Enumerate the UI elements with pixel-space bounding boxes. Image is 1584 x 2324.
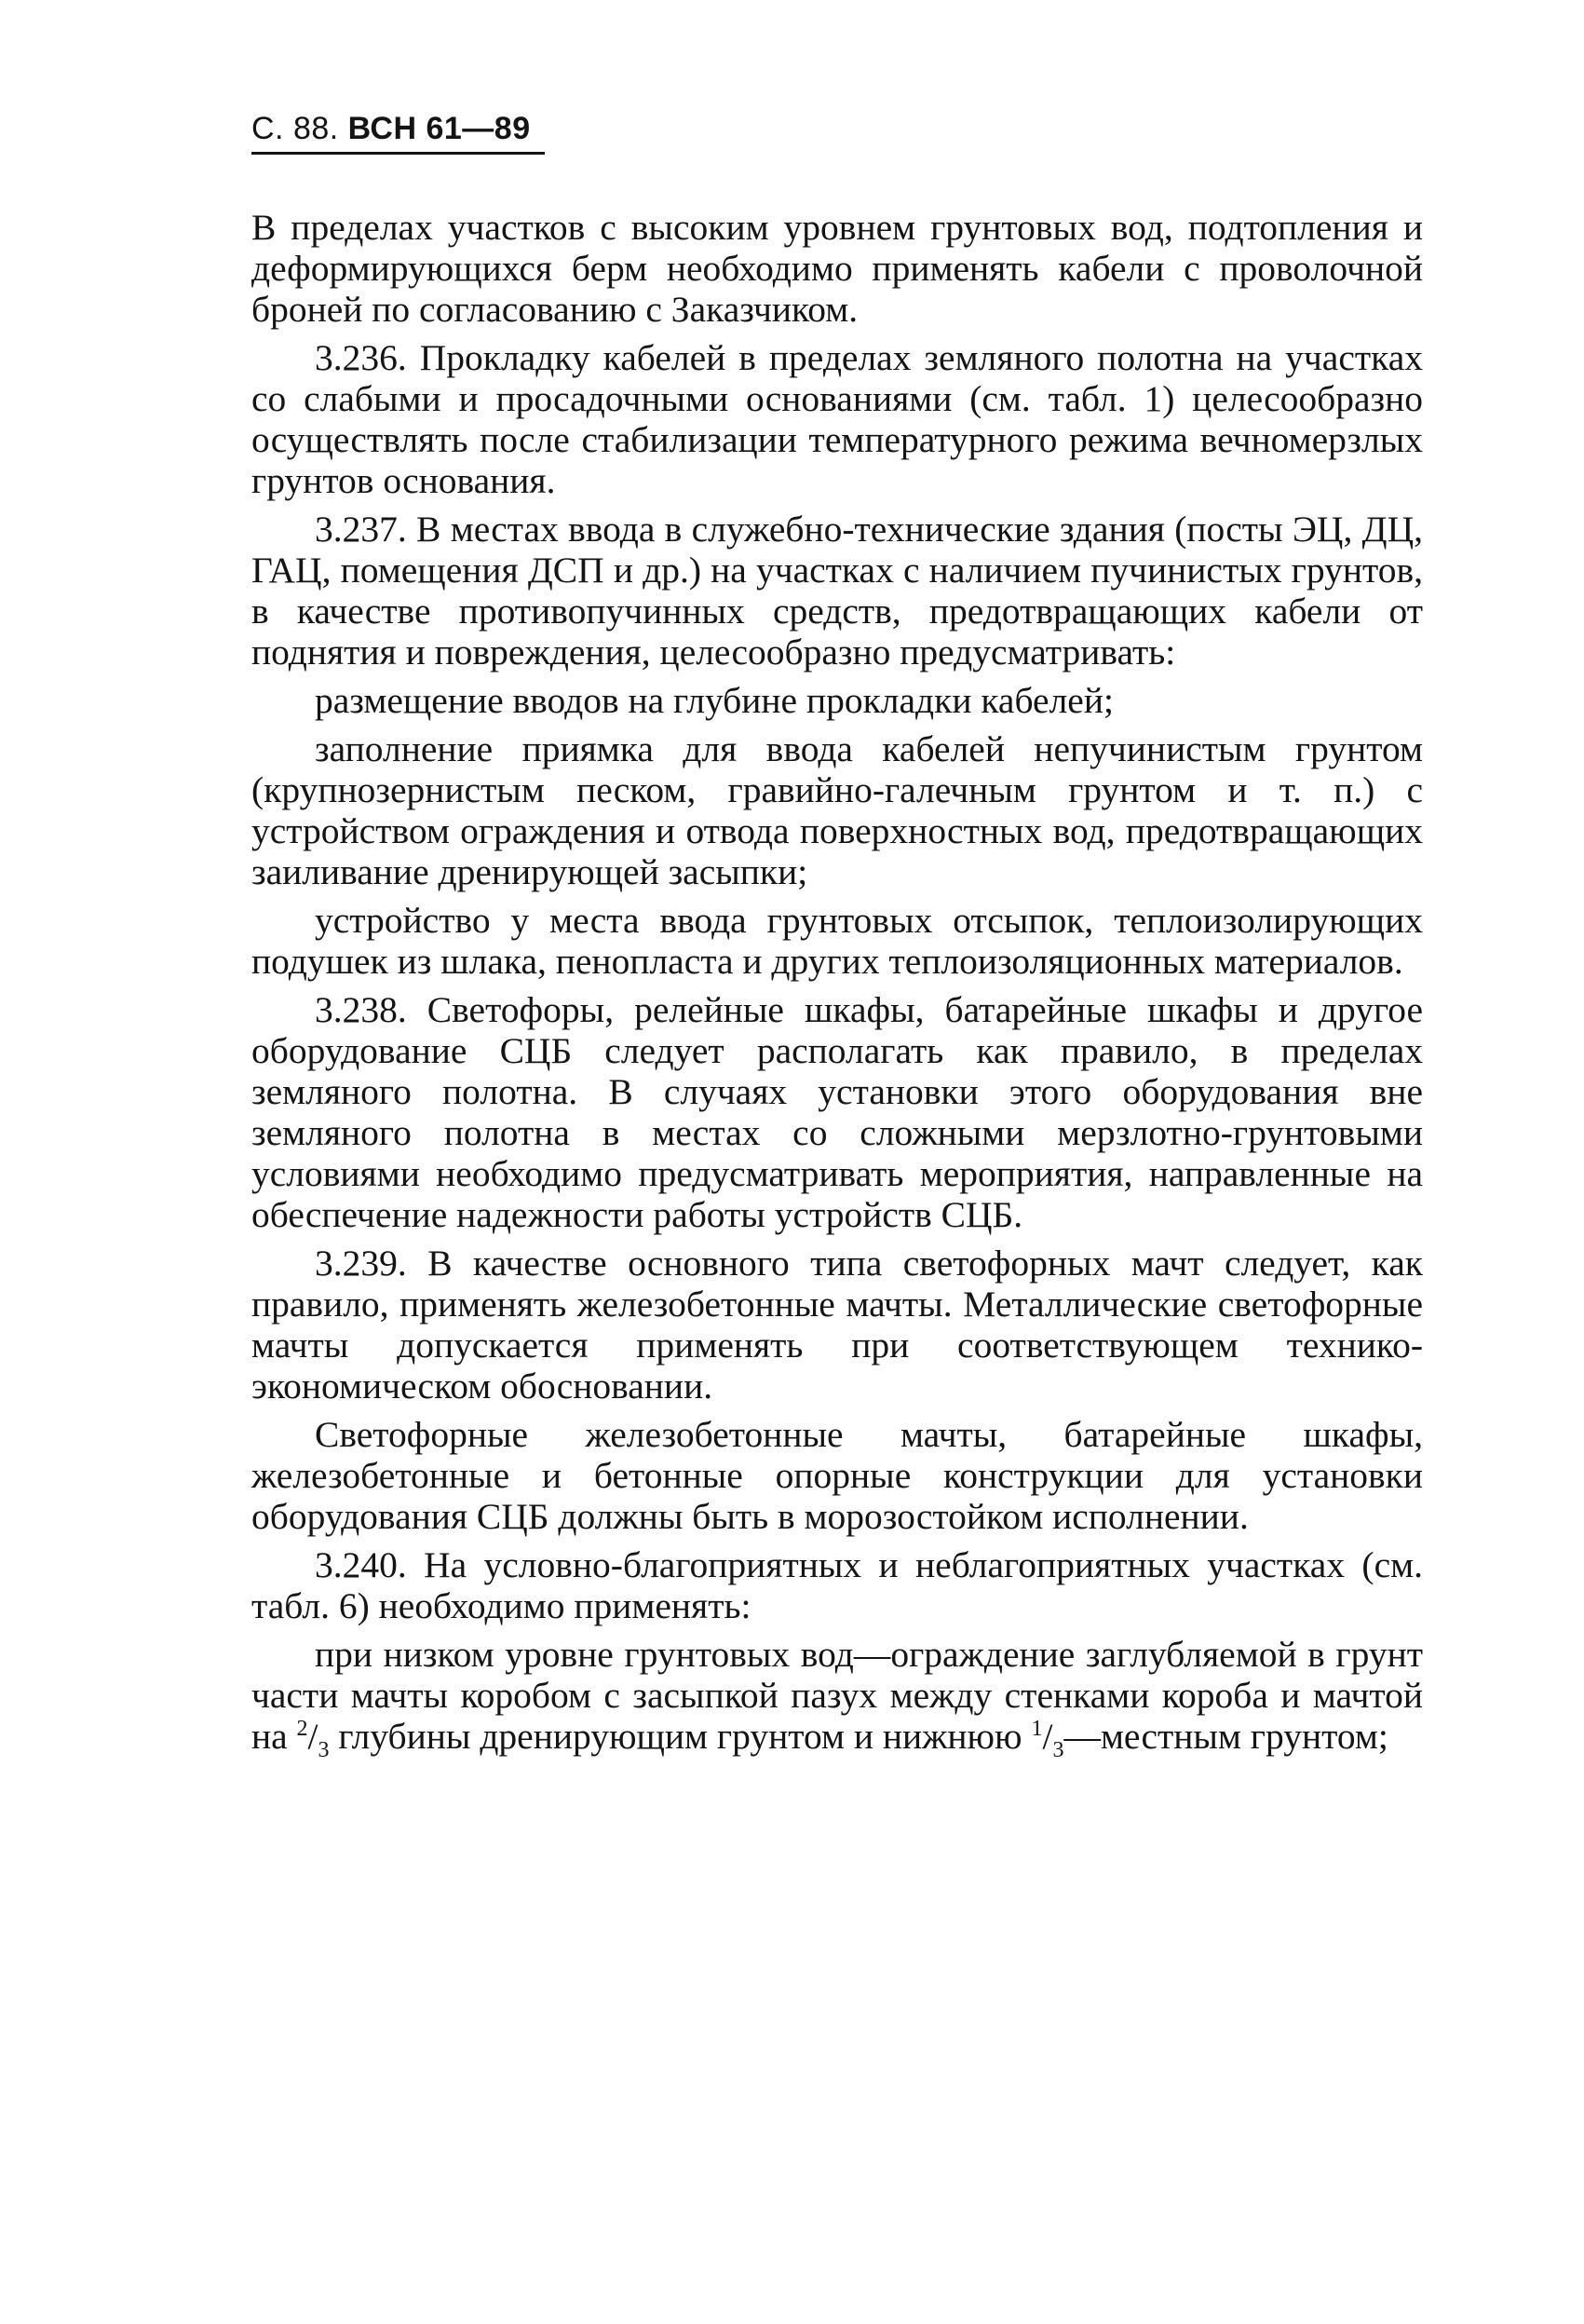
list-item: размещение вводов на глубине прокладки кабелей;: [315, 680, 1114, 721]
document-code: ВСН 61—89: [347, 111, 531, 146]
list-item: при низком уровне грунтовых вод—ограждение заглубляемой в грунт части мачты коробом с засыпкой пазух между стенками короба и мачтой на $^2/_3$ глубины дренирующим грунтом и нижнюю $^1/_3—местным$ грунтом;: [251, 1634, 1423, 1762]
paragraph-3-238: 3.238. Светофоры, релейные шкафы, батарейные шкафы и другое оборудование СЦБ следует располагать как правило, в пределах земляного полотна. В случаях установки этого оборудования вне земляного полотна в местах со сложными мерзлотно-грунтовыми условиями необходимо предусматривать мероприятия, направленные на обеспечение надежности работы устройств СЦБ.: [251, 989, 1423, 1235]
text-run: глубины дренирующим грунтом и нижнюю: [329, 1716, 1032, 1757]
paragraph: В пределах участков с высоким уровнем грунтовых вод, подтопления и деформирующихся берм необходимо применять кабели с проволочной броней по согласованию с Заказчиком.: [251, 207, 1423, 330]
header-underline: [251, 152, 545, 155]
page-header: [251, 110, 531, 147]
fraction-numerator: 2: [296, 1716, 308, 1741]
list-item: заполнение приямка для ввода кабелей непучинистым грунтом (крупнозернистым песком, гравийно-галечным грунтом и т. п.) с устройством ограждения и отвода поверхностных вод, предотвращающих заиливание дренирующей засыпки;: [251, 728, 1423, 892]
body-text: [251, 207, 1423, 1762]
page-number: С. 88.: [251, 111, 339, 146]
list-item: устройство у места ввода грунтовых отсыпок, теплоизолирующих подушек из шлака, пенопласта и других теплоизоляционных материалов.: [251, 900, 1423, 982]
paragraph-3-239: 3.239. В качестве основного типа светофорных мачт следует, как правило, применять железобетонные мачты. Металлические светофорные мачты допускается применять при соответствующем технико-экономическом обосновании.: [251, 1243, 1423, 1407]
paragraph-3-237: 3.237. В местах ввода в служебно-технические здания (посты ЭЦ, ДЦ, ГАЦ, помещения ДСП и др.) на участках с наличием пучинистых грунтов, в качестве противопучинных средств, предотвращающих кабели от поднятия и повреждения, целесообразно предусматривать:: [251, 509, 1423, 673]
fraction-denominator: 3: [1052, 1737, 1064, 1762]
paragraph-3-240: 3.240. На условно-благоприятных и неблагоприятных участках (см. табл. 6) необходимо применять:: [251, 1544, 1423, 1626]
fraction-numerator: 1: [1031, 1716, 1043, 1741]
paragraph: Светофорные железобетонные мачты, батарейные шкафы, железобетонные и бетонные опорные конструкции для установки оборудования СЦБ должны быть в морозостойком исполнении.: [251, 1414, 1423, 1537]
text-run: при низком уровне грунтовых вод—ограждение заглубляемой в грунт части мачты коробом с засыпкой пазух между стенками короба и мачтой на: [251, 1634, 1423, 1757]
fraction-denominator: 3: [318, 1737, 330, 1762]
text-run: —местным грунтом;: [1063, 1716, 1388, 1757]
paragraph-3-236: 3.236. Прокладку кабелей в пределах земляного полотна на участках со слабыми и просадочными основаниями (см. табл. 1) целесообразно осуществлять после стабилизации температурного режима вечномерзлых грунтов основания.: [251, 337, 1423, 501]
